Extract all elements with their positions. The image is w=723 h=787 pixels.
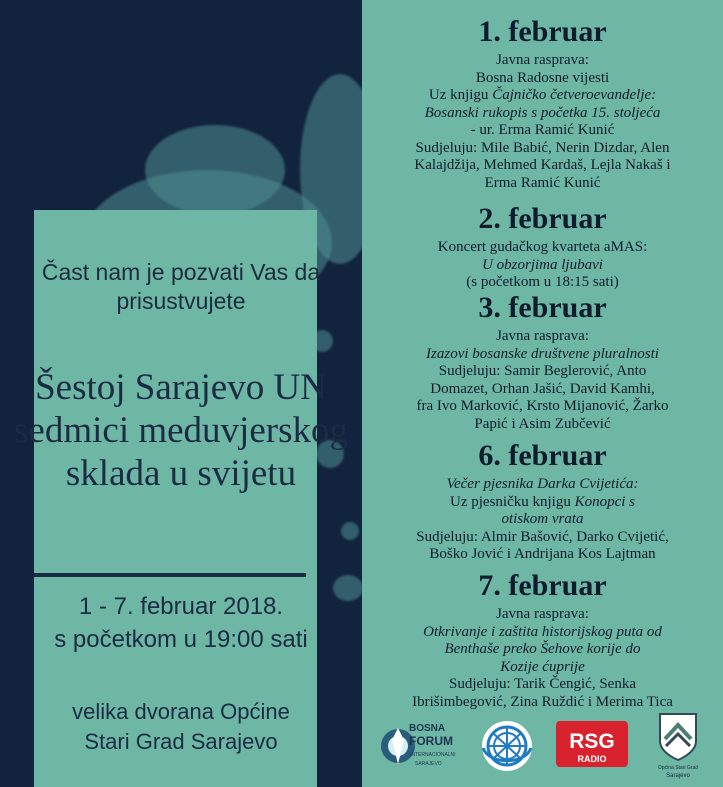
start-time: s početkom u 19:00 sati	[54, 626, 308, 653]
program-day-6	[362, 440, 723, 564]
rsg-radio-logo	[556, 721, 628, 767]
stari-grad-text: Općina Stari Grad	[657, 765, 699, 771]
invitation-title	[0, 366, 362, 495]
program-line: Papić i Asim Zubčević	[474, 415, 611, 432]
forum-text: FORUM	[409, 734, 453, 748]
program-line: Erma Ramić Kunić	[484, 174, 601, 191]
watercolor-blob	[341, 522, 359, 540]
program-line: (s početkom u 18:15 sati)	[466, 274, 619, 290]
bosna-forum-logo	[380, 716, 458, 774]
bosna-forum-icon	[380, 716, 458, 774]
program-line-italic: Večer pjesnika Darka Cvijetića:	[446, 476, 639, 492]
event-dates	[0, 590, 362, 656]
program-day-3	[362, 292, 723, 433]
venue-line-1: velika dvorana Općine	[72, 699, 290, 724]
program-line	[362, 494, 723, 512]
invitation-title-text: Šestoj Sarajevo UN sedmici meduvjerskog sklada u svijetu	[14, 367, 348, 494]
program-line-italic: Čajničko četveroevandelje:	[492, 87, 657, 103]
radio-text: RADIO	[577, 754, 607, 764]
program-line: Javna rasprava:	[496, 52, 589, 68]
stari-grad-logo	[648, 708, 708, 782]
program-date: 6. februar	[478, 439, 607, 472]
program-date: 7. februar	[478, 569, 607, 602]
invitation-intro	[0, 258, 362, 316]
program-line-italic: otiskom vrata	[501, 511, 584, 527]
un-emblem-icon	[477, 718, 537, 774]
program-line: Koncert gudačkog kvarteta aMAS:	[437, 239, 648, 255]
sarajevo-text: SARAJEVO	[415, 761, 442, 767]
program-date: 3. februar	[478, 291, 607, 324]
watercolor-blob	[145, 125, 285, 215]
program-line: Bosna Radosne vijesti	[475, 69, 610, 86]
program-line: Ibrišimbegović, Zina Ruždić i Merima Tica	[412, 693, 673, 710]
stari-grad-city-text: Sarajevo	[666, 773, 690, 779]
program-line: Sudjeluju: Tarik Čengić, Senka	[449, 676, 636, 692]
sponsor-logos	[380, 708, 710, 782]
bosna-text: BOSNA	[409, 723, 446, 734]
stari-grad-emblem-icon	[648, 708, 708, 782]
program-line: Javna rasprava:	[496, 606, 589, 622]
program-date: 1. februar	[478, 15, 607, 48]
program-line-italic: Konopci s	[574, 493, 635, 510]
venue-line-2: Stari Grad Sarajevo	[84, 729, 278, 754]
un-logo	[477, 718, 537, 774]
program-date: 2. februar	[478, 202, 607, 235]
program-line: Sudjeluju: Samir Beglerović, Anto	[438, 363, 647, 379]
program-line: Boško Jović i Andrijana Kos Lajtman	[429, 546, 656, 562]
program-day-7	[362, 570, 723, 711]
program-line	[362, 87, 723, 105]
program-line-italic: Bosanski rukopis s početka 15. stoljeća	[424, 104, 661, 121]
rsg-text: RSG	[569, 730, 615, 753]
date-range: 1 - 7. februar 2018.	[78, 593, 284, 620]
program-line: Kalajdžija, Mehmed Kardaš, Lejla Nakaš i	[414, 157, 671, 173]
internacionalni-text: INTERNACIONALNI	[410, 752, 456, 758]
program-line: Javna rasprava:	[496, 328, 589, 344]
program-day-2	[362, 203, 723, 292]
program-line-italic: Kozije ćuprije	[500, 658, 585, 675]
divider-line	[34, 573, 306, 577]
program-line: - ur. Erma Ramić Kunić	[470, 122, 615, 138]
rsg-radio-icon	[556, 721, 628, 767]
program-line-italic: Izazovi bosanske društvene pluralnosti	[426, 345, 659, 362]
program-line: fra Ivo Marković, Krsto Mijanović, Žarko	[416, 398, 669, 414]
program-line: Domazet, Orhan Jašić, David Kamhi,	[430, 380, 655, 397]
program-day-1	[362, 16, 723, 192]
program-line: Sudjeluju: Mile Babić, Nerin Dizdar, Alen	[415, 139, 670, 156]
program-line-part: Uz knjigu	[428, 87, 489, 103]
program-line-italic: Otkrivanje i zaštita historijskog puta od	[423, 623, 662, 640]
program-line-italic: Benthaše preko Šehove korije do	[444, 641, 641, 657]
program-line-part: Uz pjesničku knjigu	[450, 493, 571, 510]
program-line-italic: U obzorjima ljubavi	[482, 256, 603, 273]
venue	[0, 697, 362, 757]
program-line: Sudjeluju: Almir Bašović, Darko Cvijetić,	[416, 528, 669, 545]
invitation-intro-text: Čast nam je pozvati Vas da prisustvujete	[41, 259, 321, 314]
